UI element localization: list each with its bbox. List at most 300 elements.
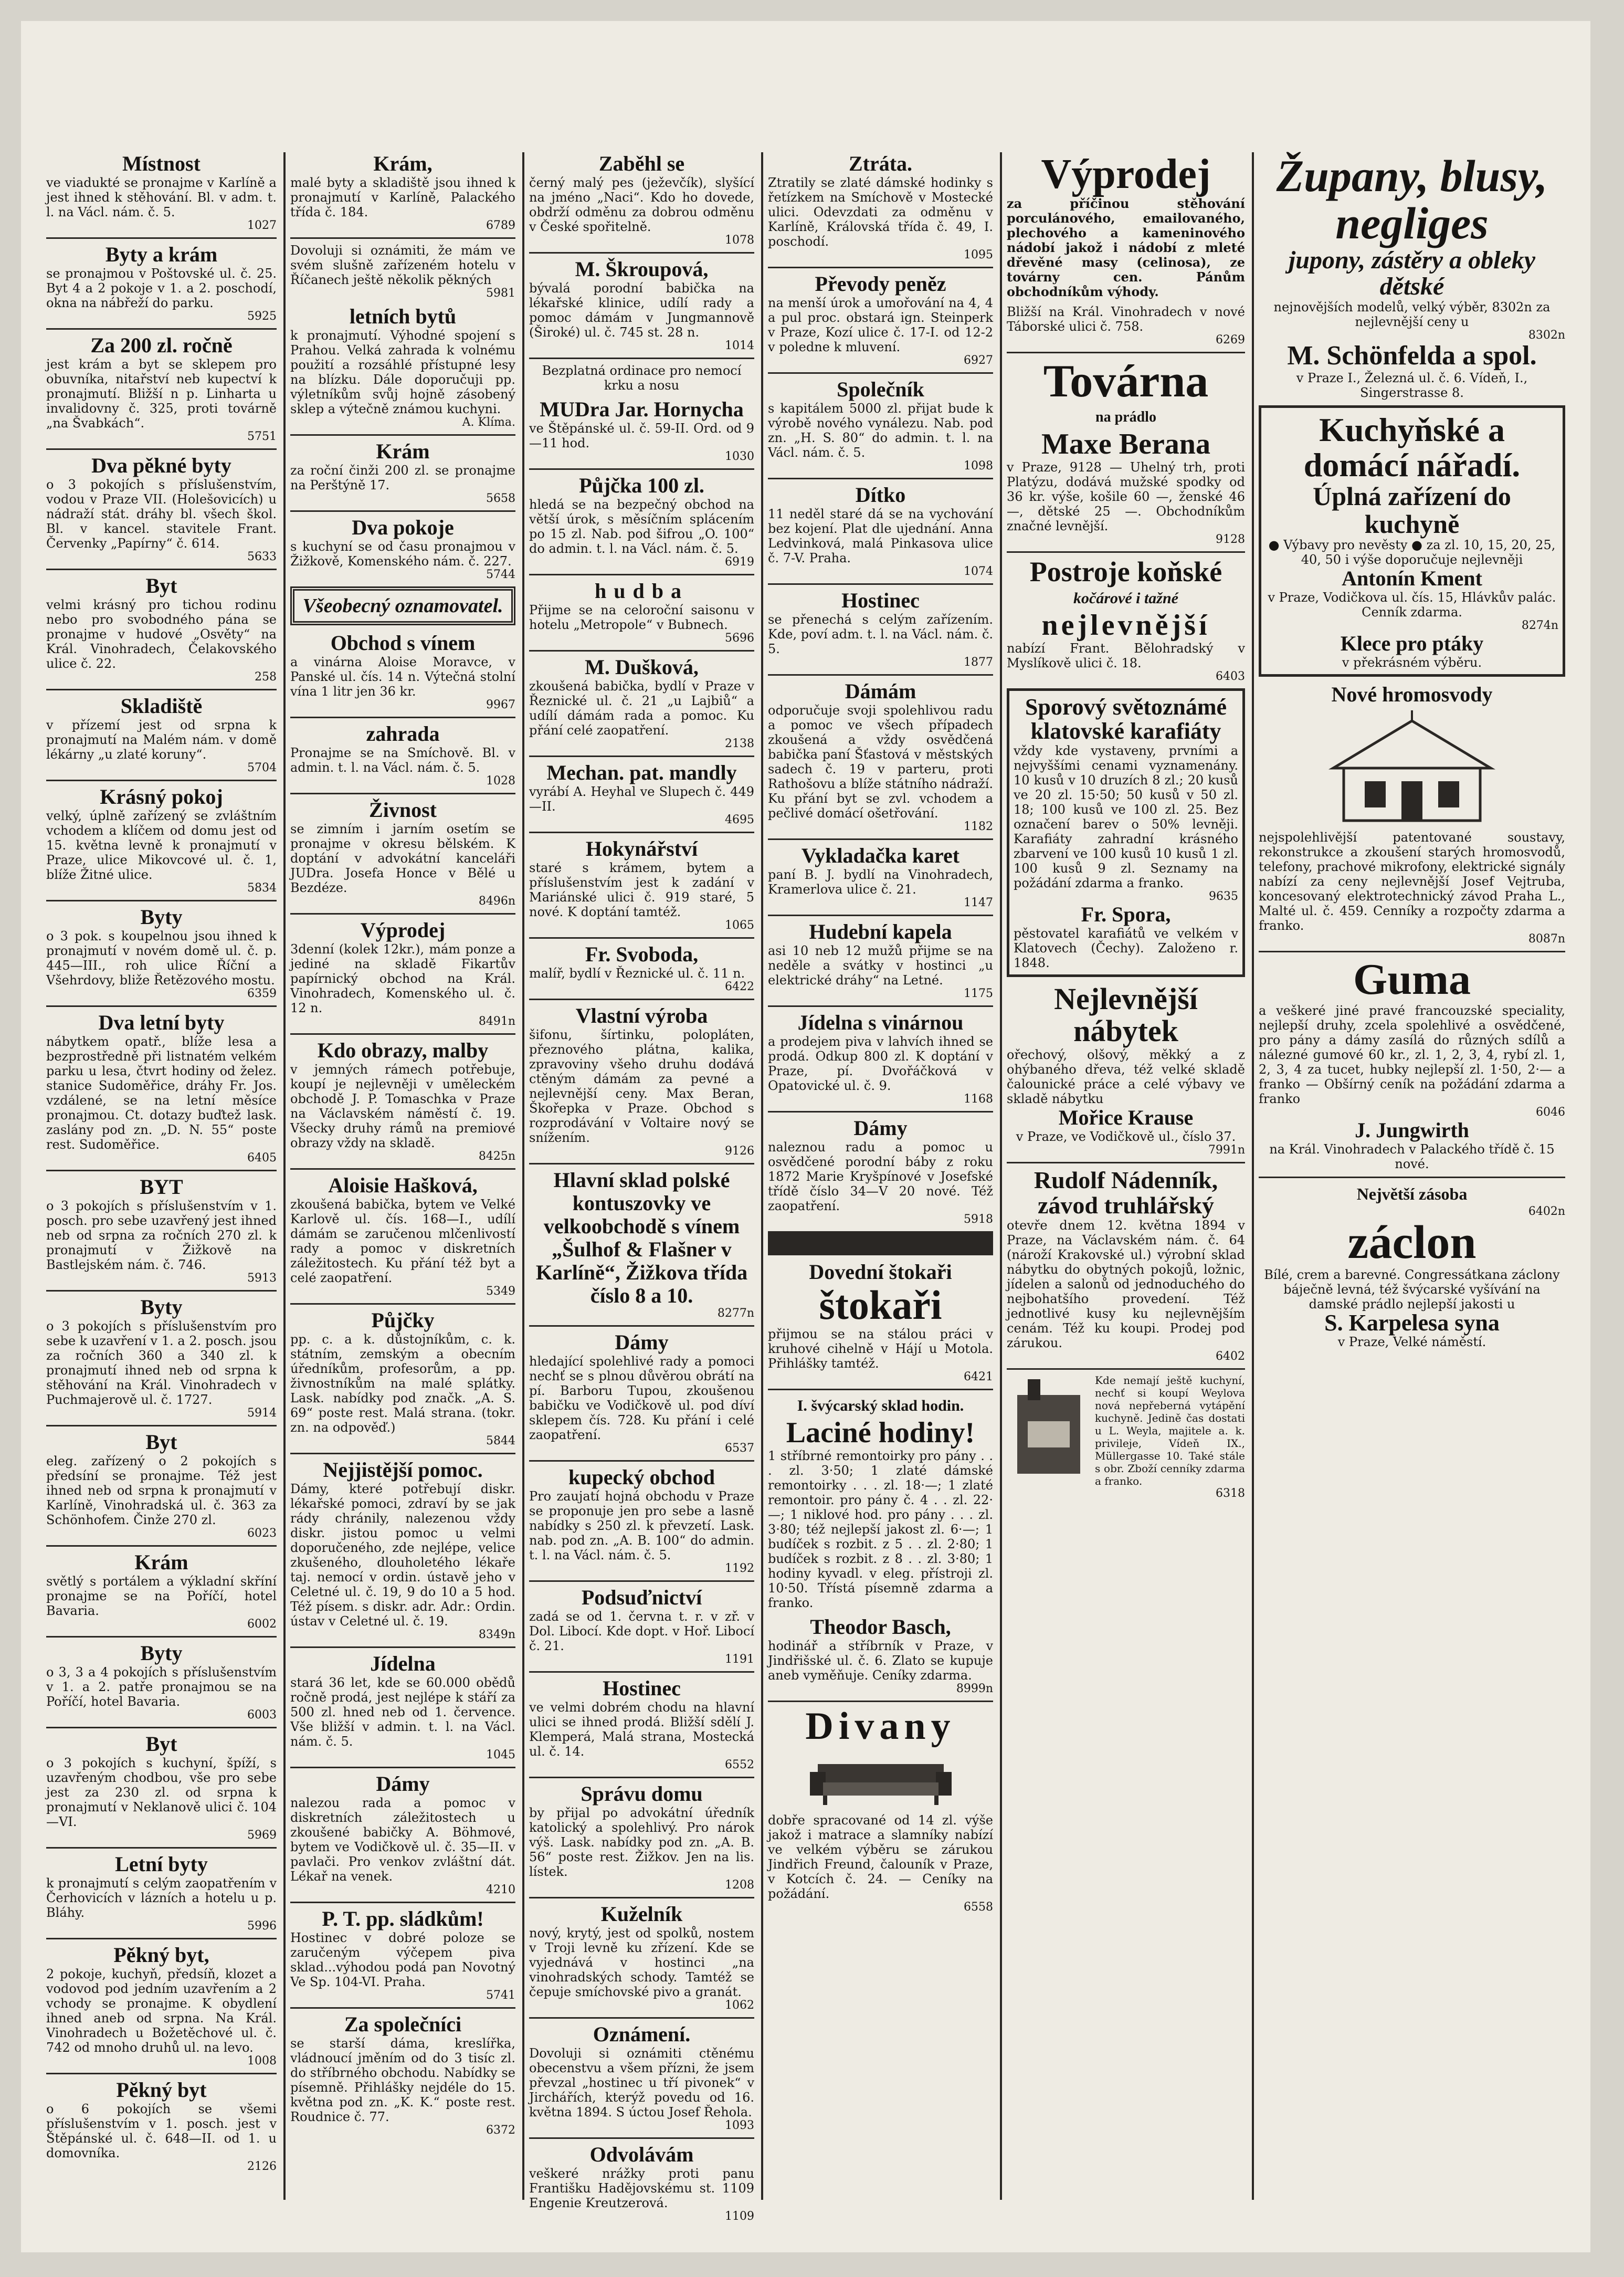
ad-heading: Krám bbox=[134, 1550, 188, 1574]
ad-body: o 3 pokojích s příslušenstvím v 1. posch. pro sebe uzavřený jest ihned neb od srpna za ročních 270 zl. k pronajmutí v Žižkově na Bastlejském nám. č. 746. bbox=[46, 1199, 277, 1272]
ad-body: ořechový, olšový, měkký a z ohýbaného dřeva, též velké skladě čalounické práce a celé výbavy ve skladě nábytku bbox=[1007, 1047, 1245, 1106]
ad-body: staré s krámem, bytem a příslušenstvím jest k zadání v Mariánské ulici č. 919 staré, 5 nové. K doptání tamtéž. bbox=[529, 861, 754, 919]
ad-body: hodinář a stříbrník v Praze, v Jindřišské ul. č. 6. Zlato se kupuje aneb vyměňuje. Ceníky zdarma. bbox=[768, 1638, 993, 1683]
ad-heading: BYT bbox=[140, 1175, 183, 1199]
ad-heading: Za 200 zl. ročně bbox=[90, 333, 233, 357]
ad-heading: Maxe Berana bbox=[1041, 428, 1210, 461]
ad-code: 1109 bbox=[725, 2210, 754, 2223]
ad-code: 5696 bbox=[725, 632, 754, 645]
classified-ad bbox=[290, 799, 515, 908]
ad-heading: Jídelna s vinárnou bbox=[797, 1011, 964, 1034]
ad-body: v Praze I., Železná ul. č. 6. Vídeň, I., Singerstrasse 8. bbox=[1296, 370, 1528, 400]
ad-body: se pronajmou v Poštovské ul. č. 25. Byt 4 a 2 pokoje v 1. a 2. poschodí, okna na nábřeží do parku. bbox=[46, 266, 277, 310]
ad-code: 1074 bbox=[964, 565, 993, 578]
ad-code: A. Klíma. bbox=[462, 416, 515, 429]
ad-body: pěstovatel karafiátů ve velkém v Klatovech (Čechy). Založeno r. 1848. bbox=[1014, 926, 1238, 971]
classified-ad bbox=[768, 1615, 993, 1695]
divider bbox=[768, 1005, 993, 1007]
ad-body: hledající spolehlivé rady a pomoci nechť se s plnou důvěrou obrátí na pí. Barboru Tupou, zkoušenou babičku ve Vodičkově ul. pod díví sklepem čís. 728. Ku přání i celé zaopatření. bbox=[529, 1354, 754, 1442]
ad-heading: Hudební kapela bbox=[809, 920, 952, 943]
ad-body: 11 neděl staré dá se na vychování bez kojení. Plat dle ujednání. Anna Ledvinková, malá Pinkasova ulice č. 7-V. Praha. bbox=[768, 507, 993, 565]
classified-ad bbox=[290, 722, 515, 788]
ad-code: 6269 bbox=[1216, 333, 1245, 347]
classified-ad bbox=[768, 272, 993, 367]
ad-body: eleg. zařízený o 2 pokojích s předsíní se pronajme. Též jest ihned neb od srpna k pronajmutí v Karlíně, Vinohradská ul. č. 363 za Schönhofem. Činže 270 zl. bbox=[46, 1454, 277, 1527]
divider bbox=[1007, 1162, 1245, 1163]
ad-body: zkoušená babička, bytem ve Velké Karlově ul. čís. 168—I., udílí dámám se zaručenou mlčenlivostí rady a pomoc v diskretních záležitostech. Ku přání též byt a celé zaopatření. bbox=[290, 1197, 515, 1285]
ad-code: 8087n bbox=[1528, 932, 1565, 946]
classified-ad bbox=[529, 1677, 754, 1771]
ad-body: odporučuje svoji spolehlivou radu a pomoc ve všech případech zkoušená a vždy osvědčená babička paní Šťastová v městských sadech č. 19 v parteru, proti Rathošovu a blíže státního nádraží. Ku přání byt se zvl. vchodem a pečlivé domácí ošetřování. bbox=[768, 703, 993, 821]
ad-body: a veškeré jiné pravé francouzské speciality, nejlepší druhy, zcela spolehlivé a osvědčené, pro pány a dámy zasílá do různých sdílů a nálezné gumové 60 kr., zl. 1, 2, 3, 4, rybí zl. 1, 2, 3, 4 za tucet, hubky nejlepší zl. 1·50, 2·— a franko — Obšírný ceník na požádání zdarma a franko bbox=[1259, 1003, 1565, 1106]
ad-code: 6403 bbox=[1216, 669, 1245, 683]
ad-body: naleznou radu a pomoc u osvědčené porodní báby z roku 1872 Marie Kryšpínové v Josefské třídě číslo 34—V 20 nové. Též zaopatření. bbox=[768, 1140, 993, 1213]
ad-heading: jupony, zástěry a obleky dětské bbox=[1288, 246, 1536, 300]
sofa-icon bbox=[802, 1751, 959, 1809]
ad-body: o 6 pokojích se všemi příslušenstvím v 1. posch. jest v Štěpánské ul. č. 648—II. od 1. u domovníka. bbox=[46, 2102, 277, 2160]
divider bbox=[768, 1389, 993, 1390]
ad-heading: Podsuďnictví bbox=[581, 1586, 702, 1609]
classified-ad bbox=[46, 454, 277, 563]
ad-heading: Byt bbox=[145, 1732, 177, 1756]
ad-body: světlý s portálem a výkladní skříní pronajme se na Poříčí, hotel Bavaria. bbox=[46, 1574, 277, 1618]
divider bbox=[529, 2017, 754, 2019]
classified-ad bbox=[529, 2023, 754, 2132]
ad-body: v jemných rámech potřebuje, koupí je nejlevněji v uměleckém obchodě J. P. Tomaschka v Praze na Václavském náměstí č. 19. Všecky druhy rámů na premiové obrazy vždy na skladě. bbox=[290, 1062, 515, 1150]
divider bbox=[1007, 551, 1245, 553]
ad-body: s kapitálem 5000 zl. přijat bude k výrobě nového vynálezu. Nab. pod zn. „H. S. 80“ do admin. t. l. na Václ. nám. č. 5. bbox=[768, 401, 993, 460]
classified-ad bbox=[290, 152, 515, 232]
ad-heading: Rudolf Nádenník, závod truhlářský bbox=[1034, 1166, 1218, 1219]
ad-heading: Mechan. pat. mandly bbox=[546, 761, 737, 784]
ad-heading: Odvolávám bbox=[589, 2143, 694, 2166]
ad-code: 4210 bbox=[486, 1883, 515, 1896]
divider bbox=[529, 1580, 754, 1582]
ad-body: o 3 pokojích s kuchyní, špíží, s uzavřeným chodbou, vše pro sebe jest za 230 zl. od srpna k pronajmutí v Neklanově ulici č. 104—VI. bbox=[46, 1756, 277, 1829]
ad-heading: Pěkný byt, bbox=[113, 1943, 209, 1967]
ad-code: 1208 bbox=[725, 1879, 754, 1892]
classified-ad bbox=[768, 589, 993, 669]
divider bbox=[768, 915, 993, 916]
ad-body: nový, krytý, jest od spolků, nostem v Troji levně ku zřízení. Kde se vyjednává v hostinci „na vinohradských schody. Tamtéž se čepuje smíchovské pivo a granát. bbox=[529, 1926, 754, 1999]
ad-code: 8302n bbox=[1528, 329, 1565, 342]
ad-body: Dovoluji si oznámiti, že mám ve svém slušně zařízeném hotelu v Říčanech ještě několik pěkných bbox=[290, 243, 515, 287]
column-5 bbox=[1003, 152, 1249, 2205]
divider bbox=[46, 1938, 277, 1939]
classified-ad bbox=[529, 1331, 754, 1455]
stokari-display: štokaři bbox=[819, 1282, 942, 1328]
divider bbox=[529, 755, 754, 757]
divider bbox=[768, 838, 993, 840]
ad-body: v překrásném výběru. bbox=[1342, 655, 1482, 670]
divider bbox=[290, 434, 515, 436]
divider bbox=[290, 1033, 515, 1035]
ad-code: 6927 bbox=[964, 354, 993, 367]
ad-heading: Dovední štokaři bbox=[809, 1260, 952, 1284]
classified-ad bbox=[46, 1176, 277, 1285]
divider bbox=[529, 999, 754, 1000]
classified-ad bbox=[529, 1466, 754, 1575]
ad-code: 9126 bbox=[725, 1145, 754, 1158]
classified-ad bbox=[768, 378, 993, 473]
divider bbox=[46, 1636, 277, 1638]
classified-ad bbox=[46, 1431, 277, 1540]
classified-ad bbox=[290, 1907, 515, 2002]
ad-body: Bližší na Král. Vinohradech v nové Táborské ulici č. 758. bbox=[1007, 305, 1245, 334]
classified-ad bbox=[46, 152, 277, 232]
ad-body: v Praze, Vodičkova ul. čís. 15, Hlávkův palác. Cenník zdarma. bbox=[1268, 590, 1556, 620]
divider bbox=[1007, 1368, 1245, 1370]
ad-code: 1182 bbox=[964, 820, 993, 833]
ad-heading: Dva letní byty bbox=[98, 1011, 225, 1034]
ad-body: asi 10 neb 12 mužů přijme se na neděle a svátky v hostinci „u elektrické dráhy“ na Letné. bbox=[768, 943, 993, 988]
classified-ad bbox=[529, 580, 754, 645]
divider bbox=[290, 1168, 515, 1170]
divider bbox=[529, 650, 754, 652]
ad-heading: Byty bbox=[140, 905, 183, 929]
divider bbox=[768, 1111, 993, 1113]
ad-heading: Převody peněz bbox=[815, 272, 946, 296]
ad-heading: I. švýcarský sklad hodin. bbox=[797, 1397, 964, 1414]
ad-code: 6558 bbox=[964, 1901, 993, 1914]
ad-heading: Nejlevnější nábytek bbox=[1054, 982, 1198, 1048]
ad-body: 2 pokoje, kuchyň, předsíň, klozet a vodovod pod jedním uzavřením a 2 vchody se pronajme. K obydlení ihned aneb od srpna. Na Král. Vinohradech u Božetěchové ul. č. 742 od mnoho druhů ul. na levo. bbox=[46, 1967, 277, 2055]
ad-heading: kupecký obchod bbox=[568, 1465, 715, 1489]
divider bbox=[290, 1767, 515, 1768]
divider bbox=[290, 793, 515, 794]
classified-ad bbox=[768, 1261, 993, 1383]
ad-body: o 3 pokojích s příslušenstvím, vodou v Praze VII. (Holešovicích) u nádraží stát. dráhy bl. všech škol. Bl. v kancel. stavitele Frant. Červenky „Papírny“ č. 614. bbox=[46, 477, 277, 551]
ad-heading: Župany, blusy, negliges bbox=[1276, 151, 1548, 249]
classified-ad bbox=[46, 1944, 277, 2068]
classified-ad bbox=[46, 1733, 277, 1842]
ad-heading: Mořice Krause bbox=[1058, 1105, 1194, 1129]
divider bbox=[768, 674, 993, 676]
divider bbox=[46, 328, 277, 330]
classified-ad bbox=[1259, 1182, 1565, 1350]
ad-body: velmi krásný pro tichou rodinu nebo pro svobodného pána se pronajme v hudové „Osvěty“ na Král. Vinohradech, Čelakovského ulice č. 22. bbox=[46, 597, 277, 671]
classified-ad bbox=[46, 1011, 277, 1164]
ad-code: 9967 bbox=[486, 698, 515, 711]
ad-code: 5925 bbox=[247, 310, 277, 323]
divider bbox=[46, 689, 277, 690]
classified-ad bbox=[529, 398, 754, 463]
ad-code: 6402 bbox=[1216, 1350, 1245, 1363]
ad-code: 8425n bbox=[478, 1150, 515, 1163]
ad-heading: Továrna bbox=[1043, 356, 1209, 407]
ad-heading: Krám, bbox=[373, 152, 433, 175]
ad-code: 1065 bbox=[725, 919, 754, 932]
classified-ad bbox=[290, 919, 515, 1028]
newspaper-page bbox=[21, 21, 1590, 2252]
ad-heading: Dva pokoje bbox=[352, 516, 454, 539]
ad-body: Přijme se na celoroční saisonu v hotelu „Metropole“ v Bubnech. bbox=[529, 603, 754, 632]
ad-code: 1014 bbox=[725, 339, 754, 352]
divider bbox=[529, 1777, 754, 1778]
ad-code: 6422 bbox=[725, 980, 754, 993]
classified-ad bbox=[529, 1903, 754, 2012]
ad-heading: Postroje koňské bbox=[1029, 556, 1222, 588]
ad-code: 1028 bbox=[486, 774, 515, 788]
classified-ad bbox=[1007, 983, 1245, 1157]
column-1 bbox=[42, 152, 281, 2205]
classified-ad bbox=[768, 1394, 993, 1610]
column-6 bbox=[1254, 152, 1569, 2205]
divider bbox=[529, 1325, 754, 1327]
classified-ad bbox=[768, 680, 993, 833]
divider bbox=[290, 1453, 515, 1454]
ad-body: pp. c. a k. důstojníkům, c. k. státním, zemským a obecním úředníkům, profesorům, a pp. živnostníkům na malé splátky. Lask. nabídky pod značk. „A. S. 69“ poste rest. Malá strana. (tokr. zn. na odpověď.) bbox=[290, 1332, 515, 1435]
ad-body: o 3, 3 a 4 pokojích s příslušenstvím v 1. a 2. patře pronajmou se na Poříčí, hotel Bavaria. bbox=[46, 1665, 277, 1709]
classified-ad bbox=[46, 785, 277, 895]
ad-heading: Obchod s vínem bbox=[330, 631, 476, 655]
ad-heading: Půjčka 100 zl. bbox=[579, 474, 704, 497]
classified-ad bbox=[529, 2143, 754, 2223]
ad-code: 9635 bbox=[1209, 890, 1238, 904]
ad-code: 6405 bbox=[247, 1151, 277, 1164]
ad-body: v přízemí jest od srpna k pronajmutí na Malém nám. v domě lékárny „u zlaté koruny“. bbox=[46, 718, 277, 762]
ad-code: 6402n bbox=[1528, 1204, 1565, 1218]
ad-code: 4695 bbox=[725, 813, 754, 826]
divider bbox=[529, 832, 754, 833]
ad-body: přijmou se na stálou práci v kruhové cihelně v Hájí u Motola. Přihlášky tamtéž. bbox=[768, 1326, 993, 1371]
ad-code: 5349 bbox=[486, 1285, 515, 1298]
ad-body: kočárové i tažné bbox=[1073, 589, 1178, 607]
column-4 bbox=[764, 152, 997, 2205]
divider bbox=[290, 510, 515, 512]
ad-code: 1095 bbox=[964, 248, 993, 261]
classified-ad bbox=[768, 844, 993, 909]
divider bbox=[46, 1425, 277, 1426]
ad-body: v Praze, 9128 — Uhelný trh, proti Platýzu, dodává mužské spodky od 36 kr. výše, košile 60 —, ženské 46 —, dětské 25 —. Obchodníkům značné levnější. bbox=[1007, 460, 1245, 534]
ad-body: na prádlo bbox=[1095, 409, 1156, 426]
ad-heading: Fr. Spora, bbox=[1081, 903, 1171, 927]
ad-heading: Byt bbox=[145, 1430, 177, 1454]
ad-heading: Letní byty bbox=[115, 1852, 208, 1876]
ad-body: zadá se od 1. června t. r. v zř. v Dol. Libocí. Kde dopt. v Hoř. Libocí č. 21. bbox=[529, 1609, 754, 1653]
ad-body: černý malý pes (ježevčík), slyšící na jméno „Naci“. Kdo ho dovede, obdrží odměnu za dobrou odměnu v České spořitelně. bbox=[529, 175, 754, 234]
classified-ad bbox=[529, 1782, 754, 1892]
ad-code: 6372 bbox=[486, 2124, 515, 2137]
ad-body: k pronajmutí. Výhodné spojení s Prahou. Velká zahrada k volnému použití a rozsáhlé přístupné lesy na blízku. Dále doporučuji pp. výletníkům svůj hojně zásobený sklep a výtečně známou kuchyni. bbox=[290, 328, 515, 416]
ad-body: nalezou rada a pomoc v diskretních záležitostech u zkoušené babičky A. Böhmové, bytem ve Vodičkově ul. č. 35—II. v pavlači. Pro venkov zvláštní dát. Lékař na venek. bbox=[290, 1796, 515, 1884]
ad-code: 5741 bbox=[486, 1989, 515, 2002]
divider bbox=[768, 1701, 993, 1702]
ad-heading: Laciné hodiny! bbox=[786, 1416, 975, 1449]
ad-heading: Aloisie Hašková, bbox=[328, 1173, 478, 1197]
classified-ad bbox=[46, 243, 277, 323]
stove-icon bbox=[1007, 1374, 1091, 1479]
ad-code: 8491n bbox=[478, 1015, 515, 1028]
ad-body: v Praze, ve Vodičkově ul., číslo 37. bbox=[1016, 1129, 1236, 1144]
ad-body: Pro zaujatí hojná obchodu v Praze se proponuje jen pro sebe a lasně nabídky s 250 zl. k převzetí. Lask. nab. pod zn. „A. B. 100“ do admin. t. l. na Václ. nám. č. 5. bbox=[529, 1489, 754, 1562]
ad-body: nabízí Frant. Bělohradský v Myslíkově ulici č. 18. bbox=[1007, 641, 1245, 670]
ad-heading: Theodor Basch, bbox=[810, 1614, 951, 1639]
ad-heading: S. Karpelesa syna bbox=[1324, 1310, 1500, 1336]
classified-ad bbox=[768, 1117, 993, 1226]
ad-code: 2126 bbox=[247, 2160, 277, 2173]
ad-heading: Dítko bbox=[855, 483, 906, 507]
divider bbox=[46, 569, 277, 570]
divider bbox=[290, 1646, 515, 1648]
ad-body: k pronajmutí s celým zaopatřením v Čerhovicích v lázních a hotelu u p. Bláhy. bbox=[46, 1876, 277, 1920]
classified-ad bbox=[46, 906, 277, 1000]
ad-code: 8274n bbox=[1521, 619, 1558, 633]
classified-ad bbox=[529, 474, 754, 569]
ad-code: 1147 bbox=[964, 896, 993, 909]
column-2 bbox=[286, 152, 520, 2205]
classified-ad bbox=[46, 1551, 277, 1631]
divider bbox=[529, 252, 754, 254]
divider bbox=[529, 1163, 754, 1164]
divider bbox=[46, 1545, 277, 1547]
ad-body: velký, úplně zařízený se zvláštním vchodem a klíčem od domu jest od 15. května levně k pronajmutí v Praze, ulice Mikovcové ul. č. 1, blíže Žitné ulice. bbox=[46, 809, 277, 882]
ad-body: Pronajme se na Smíchově. Bl. v admin. t. l. na Václ. nám. č. 5. bbox=[290, 746, 515, 775]
divider bbox=[46, 1290, 277, 1292]
ad-body: o 3 pok. s koupelnou jsou ihned k pronajmutí v novém domě ul. č. p. 445—III., roh ulice Říční a Všehrdovy, bliže Řetězového mostu. bbox=[46, 929, 277, 988]
ad-body: se přenechá s celým zařízením. Kde, poví adm. t. l. na Václ. nám. č. 5. bbox=[768, 612, 994, 656]
ad-heading: Jídelna bbox=[370, 1652, 436, 1675]
classified-ad bbox=[1259, 152, 1565, 400]
ad-heading: Ztráta. bbox=[848, 152, 913, 175]
classified-ad bbox=[1007, 152, 1245, 299]
ad-code: 7991n bbox=[1208, 1143, 1245, 1157]
ad-body: o 3 pokojích s příslušenstvím pro sebe k uzavření v 1. a 2. posch. jsou za ročních 360 a 340 zl. k pronajmutí ihned neb od srpna k stěhování na Král. Vinohradech v Puchmajerově ul. č. 1727. bbox=[46, 1319, 277, 1407]
classified-ad bbox=[290, 1174, 515, 1298]
ad-heading: Dva pěkné byty bbox=[91, 454, 231, 477]
ad-body: za roční činži 200 zl. se pronajme na Perštýně 17. bbox=[290, 463, 515, 492]
classified-ad bbox=[529, 943, 754, 993]
ad-heading: Dámy bbox=[376, 1772, 430, 1796]
ad-heading: J. Jungwirth bbox=[1355, 1118, 1469, 1142]
ad-heading: Dámy bbox=[615, 1330, 669, 1354]
divider bbox=[529, 468, 754, 470]
ad-code: 5996 bbox=[247, 1919, 277, 1933]
ad-code: 258 bbox=[255, 670, 277, 684]
divider bbox=[529, 1897, 754, 1898]
ad-code: 1192 bbox=[725, 1562, 754, 1575]
ad-body: jest krám a byt se sklepem pro obuvníka, nitařství neb kupectví k pronajmutí. Bližší n p. Linharta u invalidovny č. 325, proti továrně „na Švabkách“. bbox=[46, 357, 277, 431]
classified-ad bbox=[46, 574, 277, 684]
classified-ad bbox=[529, 1586, 754, 1666]
classified-ad bbox=[529, 1169, 754, 1320]
kuchynske-ad bbox=[1259, 405, 1565, 677]
ad-heading: Oznámení. bbox=[593, 2022, 691, 2046]
ad-heading: Hlavní sklad polské kontuszovky ve velkoobchodě s vínem „Šulhof & Flašner v Karlíně“, Žižkova třída číslo 8 a 10. bbox=[535, 1168, 748, 1307]
ad-body: Hostinec v dobré poloze se zaručeným výčepem piva sklad...výhodou podá pan Novotný Ve Sp. 104-VI. Praha. bbox=[290, 1930, 515, 1989]
classified-ad bbox=[290, 632, 515, 711]
ad-code: 6046 bbox=[1536, 1105, 1565, 1119]
ad-heading: Hokynářství bbox=[585, 837, 698, 861]
ad-heading: Vlastní výroba bbox=[575, 1004, 708, 1027]
classified-ad bbox=[768, 1011, 993, 1106]
divider bbox=[46, 1170, 277, 1171]
ad-heading: Výprodej bbox=[360, 918, 446, 942]
column-rule bbox=[1000, 152, 1002, 2200]
divider bbox=[529, 1460, 754, 1462]
column-rule bbox=[1252, 152, 1254, 2200]
ad-code: 1098 bbox=[964, 459, 993, 473]
ad-code: 5969 bbox=[247, 1829, 277, 1842]
ad-body: Bílé, crem a barevné. Congressátkana záclony báječně levná, též švýcarské vyšívání na damské prádlo nejlepší jakosti u bbox=[1264, 1267, 1560, 1312]
divider bbox=[46, 1727, 277, 1728]
classified-ad bbox=[290, 243, 515, 300]
ad-body: bývalá porodní babička na lékařské klinice, udílí rady a pomoc dámám v Jungmannově (Široké) ul. č. 745 st. 28 n. bbox=[529, 281, 754, 340]
classified-ad bbox=[290, 2013, 515, 2137]
classified-ad bbox=[290, 1772, 515, 1896]
classified-ad bbox=[529, 363, 754, 393]
ad-code: 6421 bbox=[964, 1370, 993, 1383]
classified-ad bbox=[529, 837, 754, 932]
ad-heading: Za společníci bbox=[344, 2012, 462, 2036]
ad-body: Dámy, které potřebují diskr. lékařské pomoci, zdraví by se jak rády chránily, nalezenou vždy diskr. jistou pomoc u velmi doporučeného, zde nejlépe, velice zkušeného, dlouholetého lékaře taj. nemocí v ordin. ústavě jeho v Celetné ul. č. 19, 9 do 10 a 5 hod. Též písem. s diskr. adr. Adr.: Ordin. ústav v Celetné ul. č. 19. bbox=[290, 1482, 515, 1629]
ad-code: 5704 bbox=[247, 761, 277, 774]
ad-heading: M. Škroupová, bbox=[575, 257, 709, 281]
ad-body: nábytkem opatř., blíže lesa a bezprostředně při listnatém velkém parku u lesa, čtvrt hodiny od želez. stanice Sudoměřice, dráhy Fr. Jos. vzdálené, se na letní měsíce pronajmou. Ct. dotazy buďtež lask. zaslány pod zn. „D. N. 55“ poste rest. Sudoměřice. bbox=[46, 1034, 277, 1152]
divider bbox=[1007, 352, 1245, 353]
column-rule bbox=[522, 152, 524, 2200]
ad-code: 5981 bbox=[486, 287, 515, 300]
divider bbox=[768, 372, 993, 374]
ad-heading: Půjčky bbox=[371, 1308, 435, 1332]
ad-heading: Místnost bbox=[122, 152, 201, 175]
ad-code: 1062 bbox=[725, 1999, 754, 2012]
divider bbox=[529, 574, 754, 575]
ad-code: 6919 bbox=[725, 555, 754, 569]
ad-heading: Hostinec bbox=[841, 589, 920, 612]
ad-code: 8277n bbox=[717, 1307, 754, 1320]
column-rule bbox=[283, 152, 286, 2200]
ad-code: 6789 bbox=[486, 219, 515, 232]
ad-code: 5834 bbox=[247, 882, 277, 895]
classified-ad bbox=[1259, 957, 1565, 1171]
ad-code: 5918 bbox=[964, 1213, 993, 1226]
ad-body: nejspolehlivější patentované soustavy, rekonstrukce a zkoušení starých hromosvodů, telefony, prachové mikrofony, elektrické signály nabízí za ceny nejlevnější Josef Vejtruba, koncesovaný elektrotechnický závod Praha L., Malté ul. č. 459. Cenníky a rozpočty zdarma a franko. bbox=[1259, 830, 1565, 933]
divider bbox=[529, 937, 754, 939]
classified-ad bbox=[46, 2079, 277, 2173]
black-bar bbox=[768, 1231, 993, 1255]
ad-code: 1168 bbox=[964, 1093, 993, 1106]
ad-heading: M. Dušková, bbox=[585, 655, 699, 679]
ad-body: vždy kde vystaveny, prvními a nejvyššími cenami vyznamenány. 10 kusů v 10 druzích 8 zl.; 20 kusů ve 20 zl. 15·50; 50 kusů v 50 zl. 18; 100 kusů ve 100 zl. 25. Bez označení barev o 50% levněji. Karafiáty zahradní krásného zbarvení ve 100 kusů 10 kusů 1 zl. 100 kusů 9 zl. Seznamy na požádání zdarma a franko. bbox=[1014, 743, 1238, 891]
ad-heading: Pěkný byt bbox=[116, 2078, 207, 2102]
divider bbox=[529, 1671, 754, 1673]
ad-code: 1877 bbox=[964, 656, 993, 669]
ad-code: 1008 bbox=[247, 2054, 277, 2068]
ad-code: 1191 bbox=[725, 1653, 754, 1666]
ad-heading: Správu domu bbox=[581, 1782, 703, 1806]
ad-body: ● Výbavy pro nevěsty ● za zl. 10, 15, 20, 25, 40, 50 i výše doporučuje nejlevněji bbox=[1268, 538, 1556, 568]
ad-heading: Úplná zařízení do kuchyně bbox=[1313, 481, 1511, 539]
classified-ad bbox=[290, 305, 515, 429]
ad-body: hledá se na bezpečný obchod na větší úrok, s měsíčním splácením po 15 zl. Nab. pod šifrou „O. 100“ do admin. t. l. na Václ. nám. č. 5. bbox=[529, 497, 754, 556]
ad-body: nejnovějších modelů, velký výběr, 8302n za nejlevnější ceny u bbox=[1273, 300, 1551, 330]
classified-ad bbox=[529, 656, 754, 750]
ad-code: 5658 bbox=[486, 492, 515, 505]
ad-heading: Výprodej bbox=[1041, 151, 1211, 197]
classified-ad bbox=[529, 1004, 754, 1158]
ad-heading: Krám bbox=[376, 439, 430, 463]
section-label: Všeobecný oznamovatel. bbox=[290, 586, 515, 625]
ad-code: 6003 bbox=[247, 1708, 277, 1722]
ad-heading: Antonín Kment bbox=[1342, 566, 1482, 591]
ad-heading: Byty bbox=[140, 1295, 183, 1319]
divider bbox=[46, 2073, 277, 2074]
ad-code: 5744 bbox=[486, 568, 515, 581]
ad-heading: Nové hromosvody bbox=[1331, 683, 1493, 707]
ad-code: 9128 bbox=[1216, 533, 1245, 547]
ad-code: 1027 bbox=[247, 219, 277, 232]
